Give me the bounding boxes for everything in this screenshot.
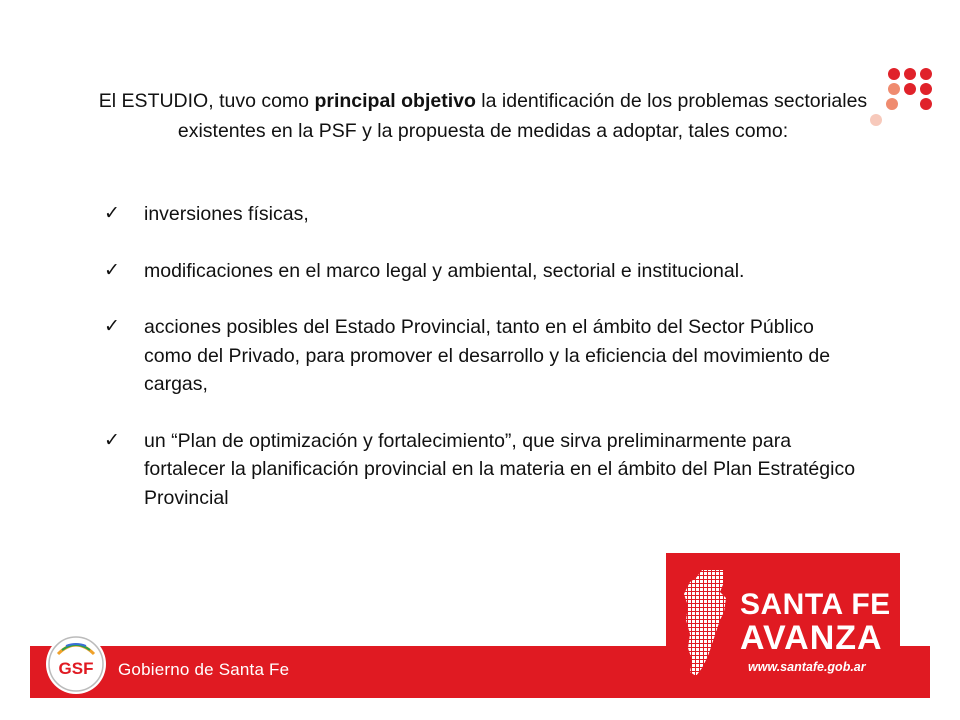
bullet-text: un “Plan de optimización y fortalecimiento”, que sirva preliminarmente para fortalecer la planificación provincial en la materia en el ámbito del Plan Estratégico Provincial — [144, 429, 856, 509]
list-item — [104, 427, 864, 513]
dot — [904, 68, 916, 80]
decorative-dots-icon — [866, 62, 936, 132]
checkmark-icon: ✓ — [104, 316, 120, 337]
brand-url: www.santafe.gob.ar — [748, 660, 866, 674]
checkmark-icon: ✓ — [104, 429, 120, 451]
gsf-logo-icon — [44, 632, 108, 696]
gsf-logo-text: GSF — [58, 659, 94, 678]
brand-line2: AVANZA — [740, 619, 883, 657]
brand-line1: SANTA FE — [740, 588, 891, 621]
dot — [920, 83, 932, 95]
list-item — [104, 257, 864, 286]
dot — [920, 68, 932, 80]
intro-before: El ESTUDIO, tuvo como — [98, 90, 315, 112]
checkmark-icon: ✓ — [104, 259, 120, 281]
dot — [920, 98, 932, 110]
list-item — [104, 313, 864, 399]
dot — [886, 98, 898, 110]
province-map-icon — [680, 568, 732, 678]
intro-paragraph — [88, 86, 878, 146]
list-item — [104, 200, 864, 229]
dot — [904, 83, 916, 95]
dot — [888, 83, 900, 95]
dot — [888, 68, 900, 80]
bullet-text: modificaciones en el marco legal y ambiental, sectorial e institucional. — [144, 259, 745, 282]
dot — [870, 114, 882, 126]
footer-edge — [0, 646, 30, 698]
intro-after: la identificación de los problemas sectoriales existentes en la PSF y la propuesta de medidas a adoptar, tales como: — [177, 90, 868, 142]
objectives-list — [104, 200, 864, 512]
checkmark-icon: ✓ — [104, 203, 120, 224]
bullet-text: acciones posibles del Estado Provincial, tanto en el ámbito del Sector Público como del Privado, para promover el desarrollo y la eficiencia del movimiento de cargas, — [144, 316, 831, 395]
bullet-text: inversiones físicas, — [144, 203, 309, 225]
intro-bold: principal objetivo — [314, 90, 476, 112]
government-name: Gobierno de Santa Fe — [118, 660, 290, 679]
